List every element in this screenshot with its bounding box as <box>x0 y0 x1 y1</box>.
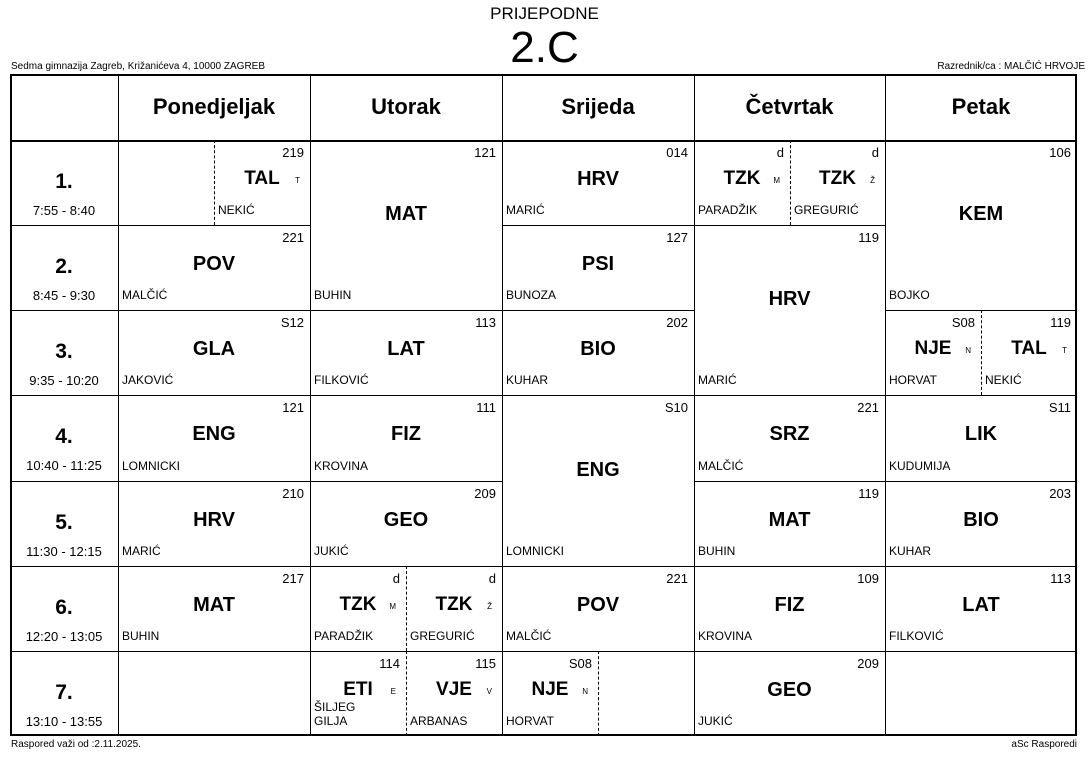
lesson-teacher: NEKIĆ <box>985 373 1022 388</box>
lesson-teacher: BUHIN <box>314 288 352 303</box>
lesson-group: M <box>773 176 780 185</box>
shift-title: PRIJEPODNE <box>490 4 599 23</box>
lesson-cell <box>406 566 502 651</box>
lesson-cell <box>310 566 406 651</box>
grid-line <box>10 651 118 652</box>
lesson-room: 121 <box>282 400 304 416</box>
timetable-grid <box>10 74 1077 736</box>
lesson-room: 219 <box>282 145 304 160</box>
school-address: Sedma gimnazija Zagreb, Križanićeva 4, 10000 ZAGREB <box>11 61 266 72</box>
lesson-room: 109 <box>857 570 879 586</box>
lesson-teacher: NEKIĆ <box>218 203 255 218</box>
lesson-room: 210 <box>282 485 304 501</box>
lesson-cell <box>502 140 694 225</box>
lesson-teacher: GREGURIĆ <box>410 628 475 643</box>
lesson-teacher: JUKIĆ <box>314 543 349 558</box>
lesson-room: 114 <box>379 655 400 671</box>
lesson-cell <box>310 310 502 395</box>
lesson-teacher: KUHAR <box>889 543 932 558</box>
lesson-teacher: JUKIĆ <box>698 713 733 728</box>
lesson-cell <box>885 481 1077 566</box>
lesson-teacher: BUNOZA <box>506 288 557 303</box>
lesson-teacher: MARIĆ <box>122 543 161 558</box>
lesson-room: 221 <box>666 570 688 586</box>
grid-line <box>10 310 118 311</box>
day-header: Utorak <box>371 94 441 119</box>
period-time: 13:10 - 13:55 <box>25 713 103 729</box>
lesson-cell <box>790 140 885 225</box>
lesson-room: 014 <box>666 145 688 160</box>
period-time: 12:20 - 13:05 <box>25 628 103 644</box>
period-number: 5. <box>55 510 73 534</box>
lesson-teacher: BOJKO <box>889 288 930 303</box>
lesson-room: 121 <box>474 145 496 160</box>
period-number: 3. <box>55 340 73 364</box>
lesson-group: Ž <box>487 601 492 611</box>
lesson-room: d <box>871 145 879 160</box>
lesson-subject: FIZ <box>391 423 421 446</box>
lesson-room: 209 <box>474 485 496 501</box>
lesson-subject: BIO <box>963 508 999 531</box>
lesson-teacher: KROVINA <box>314 458 369 473</box>
lesson-teacher: PARADŽIK <box>698 203 758 218</box>
lesson-subject: TZK <box>435 593 473 615</box>
lesson-room: 119 <box>1050 315 1071 331</box>
lesson-cell <box>310 140 502 310</box>
day-header: Srijeda <box>561 94 635 119</box>
lesson-cell <box>502 310 694 395</box>
grid-line <box>10 395 118 396</box>
lesson-room: 119 <box>858 230 879 246</box>
lesson-group: T <box>295 176 300 185</box>
lesson-cell <box>885 310 981 395</box>
lesson-room: 221 <box>857 400 879 416</box>
lesson-cell <box>310 395 502 480</box>
lesson-subject: KEM <box>958 203 1004 226</box>
lesson-room: 202 <box>666 315 688 331</box>
lesson-room: 113 <box>1050 570 1071 586</box>
lesson-subject: LAT <box>387 338 425 361</box>
lesson-teacher: LOMNICKI <box>122 458 181 473</box>
lesson-cell <box>694 651 885 736</box>
lesson-cell <box>118 310 310 395</box>
valid-from-note: Raspored važi od :2.11.2025. <box>11 739 141 750</box>
lesson-cell <box>502 566 694 651</box>
period-time: 11:30 - 12:15 <box>26 543 102 559</box>
lesson-room: 209 <box>857 655 879 671</box>
lesson-teacher: ARBANAS <box>410 713 468 728</box>
lesson-teacher: FILKOVIĆ <box>314 373 369 388</box>
day-header: Četvrtak <box>745 94 834 119</box>
lesson-cell <box>981 310 1077 395</box>
lesson-teacher: MARIĆ <box>698 373 737 388</box>
split-divider <box>790 140 791 225</box>
lesson-teacher: PARADŽIK <box>314 628 374 643</box>
lesson-subject: TAL <box>244 168 280 189</box>
lesson-cell <box>694 395 885 480</box>
lesson-subject: ENG <box>192 423 236 446</box>
lesson-subject: TZK <box>723 168 761 189</box>
lesson-subject: HRV <box>193 508 235 531</box>
lesson-cell <box>885 395 1077 480</box>
lesson-subject: BIO <box>580 338 616 361</box>
lesson-room: 127 <box>666 230 688 246</box>
split-divider <box>406 651 407 736</box>
period-number: 2. <box>55 255 73 279</box>
lesson-cell <box>694 566 885 651</box>
lesson-group: N <box>965 346 971 356</box>
lesson-room: 119 <box>858 485 879 501</box>
lesson-teacher: MARIĆ <box>506 203 545 218</box>
lesson-cell <box>118 395 310 480</box>
period-time: 10:40 - 11:25 <box>26 458 102 474</box>
lesson-teacher: KUHAR <box>506 373 549 388</box>
lesson-cell <box>694 481 885 566</box>
lesson-subject: TZK <box>819 168 856 189</box>
lesson-teacher: KUDUMIJA <box>889 458 951 473</box>
grid-line <box>118 651 310 652</box>
lesson-room: d <box>776 145 784 160</box>
lesson-cell <box>502 395 694 565</box>
lesson-teacher: MALČIĆ <box>506 628 552 643</box>
split-divider <box>598 651 599 736</box>
period-time: 9:35 - 10:20 <box>29 373 99 389</box>
lesson-room: 113 <box>475 315 496 331</box>
split-divider <box>406 566 407 651</box>
lesson-subject: PSI <box>581 253 615 276</box>
split-divider <box>981 310 982 395</box>
grid-line <box>885 651 1077 652</box>
lesson-room: 111 <box>476 400 496 416</box>
day-header: Petak <box>951 94 1011 119</box>
lesson-subject: LIK <box>964 423 998 446</box>
lesson-group: Ž <box>870 176 875 185</box>
lesson-teacher: GREGURIĆ <box>794 203 859 218</box>
lesson-subject: POV <box>192 253 236 276</box>
lesson-teacher: KROVINA <box>698 628 753 643</box>
homeroom-teacher: Razrednik/ca : MALČIĆ HRVOJE <box>937 61 1085 72</box>
lesson-subject: POV <box>576 593 620 616</box>
period-number: 1. <box>55 170 73 193</box>
lesson-room: S08 <box>951 315 975 331</box>
lesson-cell <box>885 566 1077 651</box>
lesson-subject: ETI <box>343 678 373 700</box>
lesson-subject: HRV <box>768 288 811 311</box>
lesson-room: S08 <box>568 655 592 671</box>
lesson-group: E <box>390 686 396 696</box>
lesson-cell <box>502 225 694 310</box>
grid-line <box>10 481 118 482</box>
lesson-room: S12 <box>280 315 304 331</box>
lesson-cell <box>885 140 1077 310</box>
lesson-teacher-2: GILJA <box>314 713 348 728</box>
lesson-teacher: MALČIĆ <box>122 288 168 303</box>
lesson-cell <box>694 140 790 225</box>
lesson-teacher: FILKOVIĆ <box>889 628 944 643</box>
lesson-cell <box>694 225 885 395</box>
lesson-subject: MAT <box>385 203 427 226</box>
lesson-subject: GEO <box>767 678 812 701</box>
lesson-cell <box>310 651 406 736</box>
lesson-room: S10 <box>664 400 688 416</box>
lesson-room: d <box>392 570 400 586</box>
lesson-teacher: LOMNICKI <box>506 543 565 558</box>
lesson-subject: VJE <box>436 678 472 700</box>
class-title: 2.C <box>510 23 579 72</box>
lesson-room: 217 <box>282 570 304 586</box>
lesson-subject: TAL <box>1011 338 1047 360</box>
lesson-subject: MAT <box>768 508 811 531</box>
lesson-room: 106 <box>1049 145 1071 160</box>
lesson-teacher: MALČIĆ <box>698 458 744 473</box>
lesson-teacher: BUHIN <box>122 628 160 643</box>
lesson-cell <box>214 140 310 225</box>
lesson-subject: GEO <box>383 508 429 531</box>
lesson-subject: ENG <box>576 458 620 481</box>
lesson-cell <box>118 481 310 566</box>
lesson-group: N <box>582 686 588 696</box>
lesson-group: V <box>486 686 492 696</box>
lesson-room: S11 <box>1048 400 1071 416</box>
lesson-subject: SRZ <box>769 423 810 446</box>
lesson-subject: GLA <box>192 338 236 361</box>
lesson-teacher: HORVAT <box>506 713 555 728</box>
lesson-subject: FIZ <box>774 593 805 616</box>
lesson-room: 221 <box>282 230 304 246</box>
lesson-subject: NJE <box>914 338 952 360</box>
period-number: 6. <box>55 595 73 619</box>
lesson-teacher: HORVAT <box>889 373 938 388</box>
period-time: 8:45 - 9:30 <box>32 288 96 304</box>
lesson-cell <box>310 481 502 566</box>
lesson-subject: MAT <box>193 593 235 616</box>
lesson-cell <box>118 566 310 651</box>
lesson-teacher: BUHIN <box>698 543 736 558</box>
period-number: 4. <box>55 425 73 449</box>
lesson-room: 115 <box>475 655 496 671</box>
software-credit: aSc Rasporedi <box>1011 739 1077 750</box>
lesson-subject: NJE <box>531 678 569 700</box>
lesson-cell <box>502 651 598 736</box>
lesson-cell <box>406 651 502 736</box>
split-divider <box>214 140 215 225</box>
lesson-subject: TZK <box>339 593 377 615</box>
lesson-subject: HRV <box>577 168 619 190</box>
period-number: 7. <box>55 680 73 704</box>
lesson-cell <box>118 225 310 310</box>
lesson-teacher: JAKOVIĆ <box>122 373 174 388</box>
grid-line <box>10 225 118 226</box>
lesson-room: d <box>488 570 496 586</box>
day-header: Ponedjeljak <box>152 94 276 119</box>
lesson-room: 203 <box>1049 485 1071 501</box>
lesson-subject: LAT <box>962 593 1000 616</box>
grid-line <box>10 566 118 567</box>
lesson-group: T <box>1062 346 1067 356</box>
lesson-teacher: ŠILJEG <box>314 699 356 714</box>
lesson-group: M <box>389 601 396 611</box>
period-time: 7:55 - 8:40 <box>32 203 96 218</box>
